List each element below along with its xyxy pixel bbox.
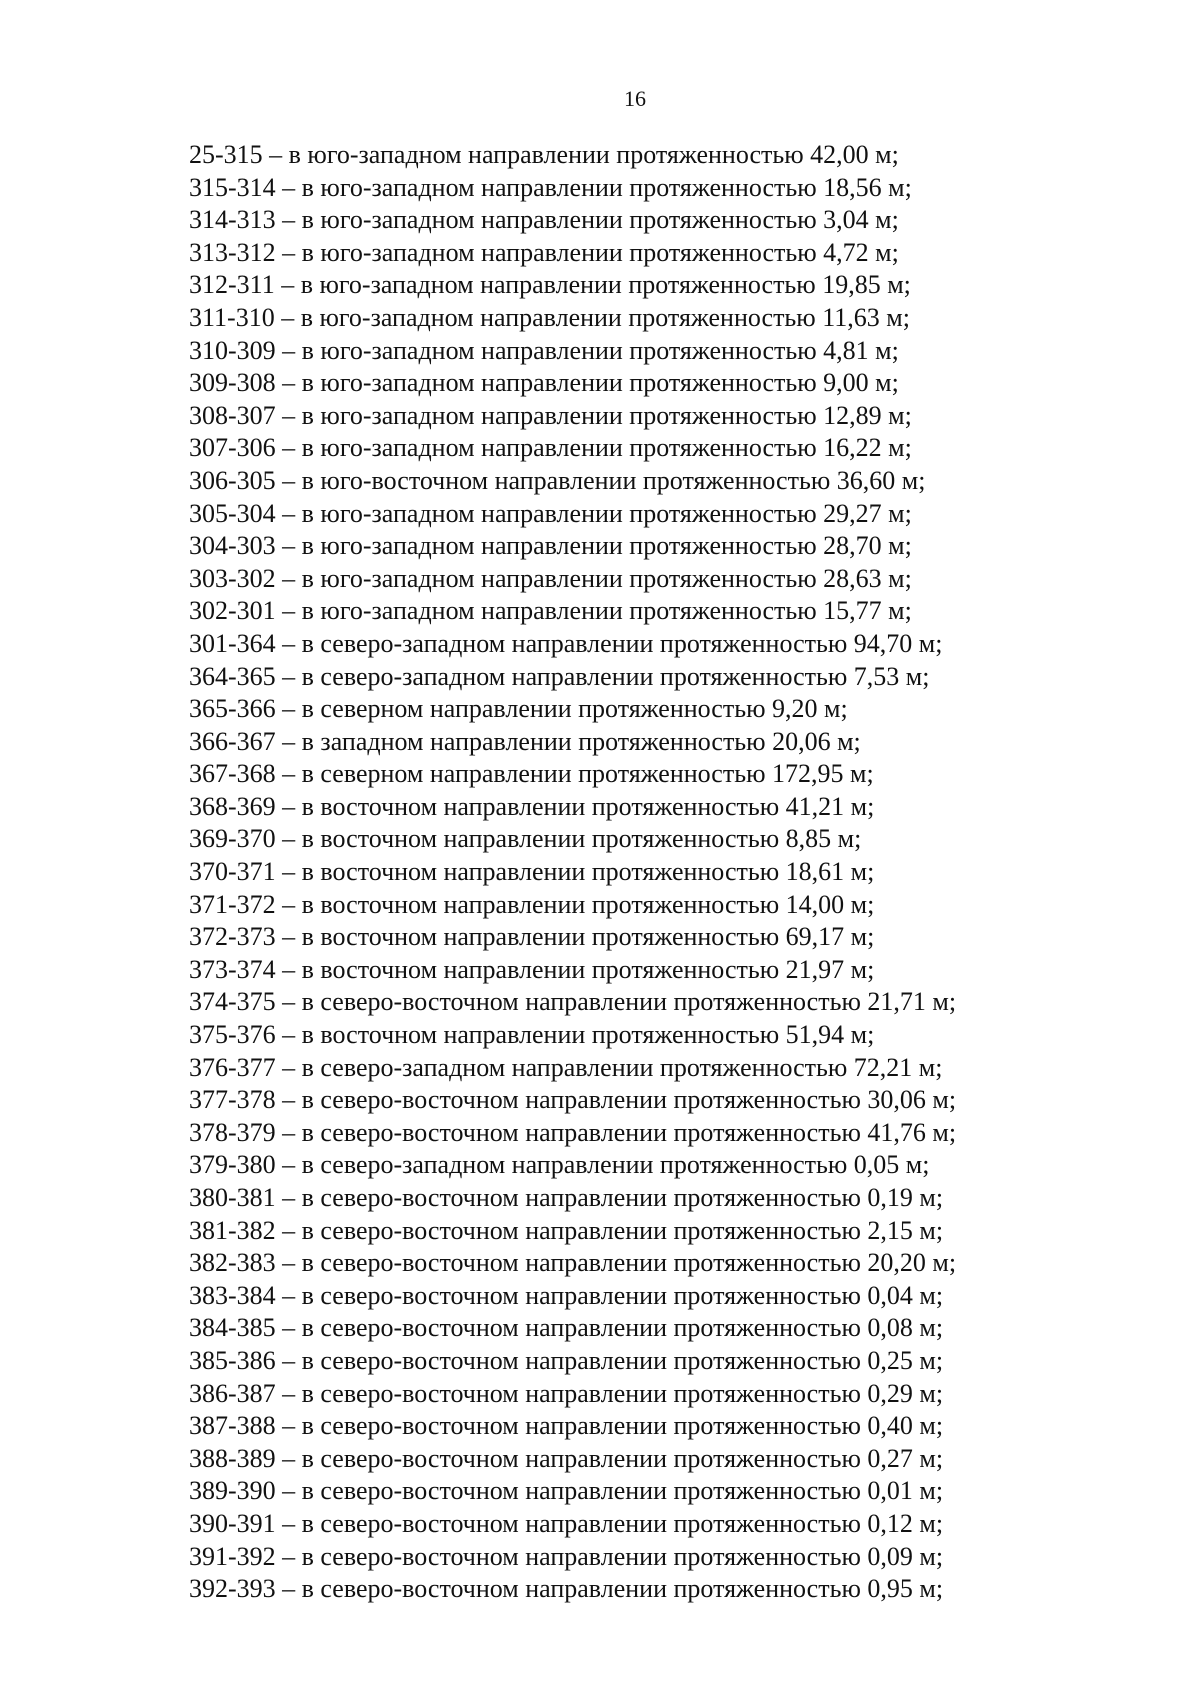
boundary-segment-line: 365-366 – в северном направлении протяженностью 9,20 м; <box>189 694 848 724</box>
boundary-segment-line: 371-372 – в восточном направлении протяженностью 14,00 м; <box>189 889 875 919</box>
boundary-segment-line: 380-381 – в северо-восточном направлении протяженностью 0,19 м; <box>189 1183 944 1212</box>
boundary-segment-line: 308-307 – в юго-западном направлении протяженностью 12,89 м; <box>189 400 912 430</box>
boundary-segment-line: 301-364 – в северо-западном направлении протяженностью 94,70 м; <box>189 628 943 658</box>
boundary-segment-line: 388-389 – в северо-восточном направлении протяженностью 0,27 м; <box>189 1443 944 1473</box>
boundary-segment-line: 370-371 – в восточном направлении протяженностью 18,61 м; <box>189 857 875 887</box>
boundary-segment-line: 381-382 – в северо-восточном направлении протяженностью 2,15 м; <box>189 1215 944 1245</box>
boundary-segment-line: 376-377 – в северо-западном направлении протяженностью 72,21 м; <box>189 1052 943 1082</box>
boundary-segment-line: 372-373 – в восточном направлении протяженностью 69,17 м; <box>189 922 875 952</box>
page-number: 16 <box>624 86 646 111</box>
boundary-segment-line: 25-315 – в юго-западном направлении протяженностью 42,00 м; <box>189 140 899 169</box>
boundary-segment-line: 310-309 – в юго-западном направлении протяженностью 4,81 м; <box>189 335 899 365</box>
boundary-segment-line: 384-385 – в северо-восточном направлении протяженностью 0,08 м; <box>189 1313 944 1343</box>
boundary-segment-line: 390-391 – в северо-восточном направлении протяженностью 0,12 м; <box>189 1508 944 1538</box>
boundary-segment-line: 378-379 – в северо-восточном направлении протяженностью 41,76 м; <box>189 1117 957 1147</box>
boundary-segment-line: 312-311 – в юго-западном направлении протяженностью 19,85 м; <box>189 270 911 300</box>
boundary-segment-line: 379-380 – в северо-западном направлении протяженностью 0,05 м; <box>189 1150 930 1180</box>
boundary-segment-line: 314-313 – в юго-западном направлении протяженностью 3,04 м; <box>189 205 899 235</box>
boundary-segment-line: 387-388 – в северо-восточном направлении протяженностью 0,40 м; <box>189 1411 944 1441</box>
boundary-segment-line: 368-369 – в восточном направлении протяженностью 41,21 м; <box>189 791 875 821</box>
boundary-segment-line: 303-302 – в юго-западном направлении протяженностью 28,63 м; <box>189 563 912 593</box>
boundary-segment-line: 374-375 – в северо-восточном направлении протяженностью 21,71 м; <box>189 987 957 1017</box>
boundary-segment-line: 315-314 – в юго-западном направлении протяженностью 18,56 м; <box>189 172 912 202</box>
boundary-segment-line: 386-387 – в северо-восточном направлении протяженностью 0,29 м; <box>189 1378 944 1408</box>
boundary-segment-line: 373-374 – в восточном направлении протяженностью 21,97 м; <box>189 954 875 984</box>
boundary-segment-line: 375-376 – в восточном направлении протяженностью 51,94 м; <box>189 1020 875 1050</box>
boundary-segment-line: 311-310 – в юго-западном направлении протяженностью 11,63 м; <box>189 302 910 332</box>
boundary-segment-line: 306-305 – в юго-восточном направлении протяженностью 36,60 м; <box>189 465 926 495</box>
boundary-segment-line: 389-390 – в северо-восточном направлении протяженностью 0,01 м; <box>189 1476 944 1506</box>
boundary-segment-line: 307-306 – в юго-западном направлении протяженностью 16,22 м; <box>189 433 912 463</box>
boundary-segment-line: 302-301 – в юго-западном направлении протяженностью 15,77 м; <box>189 596 912 626</box>
boundary-segment-line: 382-383 – в северо-восточном направлении протяженностью 20,20 м; <box>189 1248 957 1278</box>
boundary-segment-line: 305-304 – в юго-западном направлении протяженностью 29,27 м; <box>189 498 912 528</box>
boundary-segment-line: 383-384 – в северо-восточном направлении протяженностью 0,04 м; <box>189 1280 944 1310</box>
boundary-segment-line: 366-367 – в западном направлении протяженностью 20,06 м; <box>189 726 861 756</box>
boundary-segment-line: 367-368 – в северном направлении протяженностью 172,95 м; <box>189 759 874 789</box>
boundary-segment-line: 309-308 – в юго-западном направлении протяженностью 9,00 м; <box>189 368 899 398</box>
boundary-segment-line: 391-392 – в северо-восточном направлении протяженностью 0,09 м; <box>189 1541 944 1571</box>
boundary-segment-line: 385-386 – в северо-восточном направлении протяженностью 0,25 м; <box>189 1345 944 1375</box>
boundary-segment-list <box>189 139 956 1606</box>
boundary-segment-line: 377-378 – в северо-восточном направлении протяженностью 30,06 м; <box>189 1085 957 1115</box>
boundary-segment-line: 369-370 – в восточном направлении протяженностью 8,85 м; <box>189 824 862 854</box>
boundary-segment-line: 392-393 – в северо-восточном направлении протяженностью 0,95 м; <box>189 1574 944 1604</box>
boundary-segment-line: 313-312 – в юго-западном направлении протяженностью 4,72 м; <box>189 237 899 267</box>
boundary-segment-line: 364-365 – в северо-западном направлении протяженностью 7,53 м; <box>189 661 930 691</box>
boundary-segment-line: 304-303 – в юго-западном направлении протяженностью 28,70 м; <box>189 531 912 561</box>
